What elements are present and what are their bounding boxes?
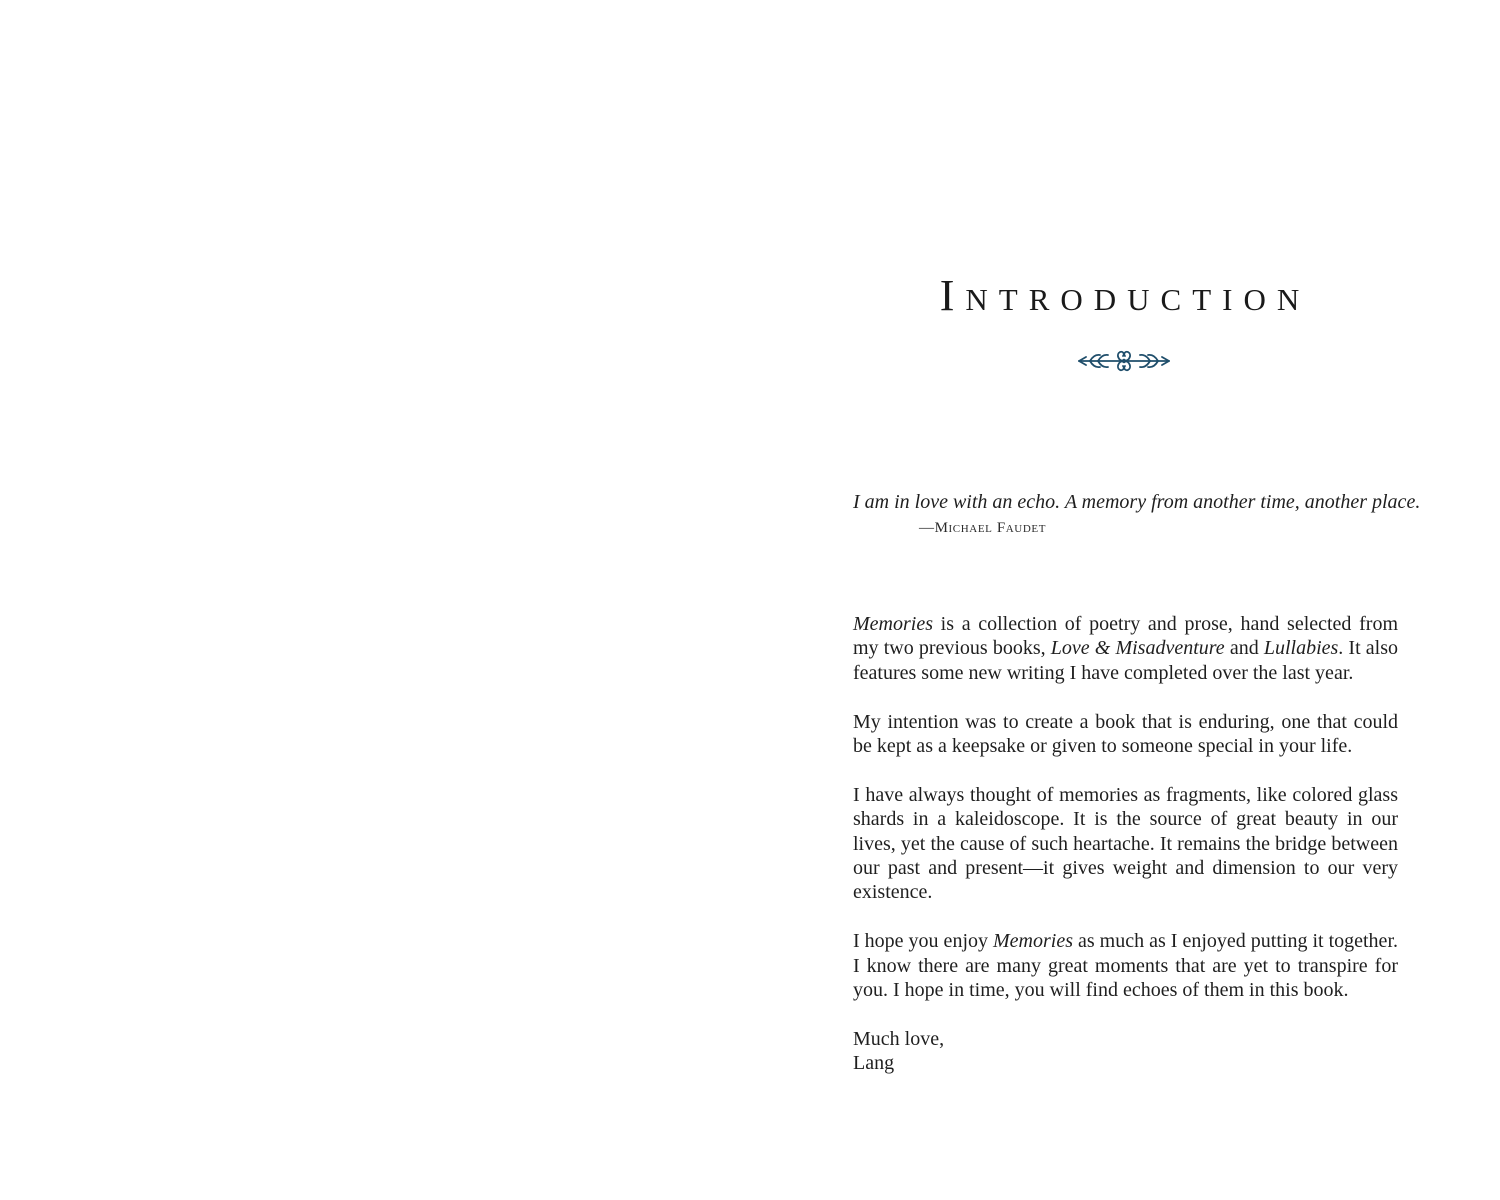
introduction-body xyxy=(853,612,1398,1100)
page-title: Introduction xyxy=(939,271,1311,320)
paragraph-4: I hope you enjoy Memories as much as I enjoyed putting it together. I know there are many great moments that are yet to transpire for you. I hope in time, you will find echoes of them in this book. xyxy=(853,930,1398,1002)
book-title-memories: Memories xyxy=(853,613,933,635)
epigraph xyxy=(853,488,1421,538)
right-page xyxy=(750,0,1500,1200)
signoff-name: Lang xyxy=(853,1052,895,1075)
book-title-love-misadventure: Love & Misadventure xyxy=(1050,637,1225,660)
fleuron-divider-icon xyxy=(1076,346,1172,376)
book-title-lullabies: Lullabies xyxy=(1263,637,1339,660)
paragraph-2: My intention was to create a book that is enduring, one that could be kept as a keepsake or given to someone special in your life. xyxy=(853,710,1398,758)
book-title-memories-2: Memories xyxy=(993,930,1073,953)
signoff-closing: Much love, xyxy=(853,1027,945,1050)
paragraph-1: Memories is a collection of poetry and prose, hand selected from my two previous books, Love & Misadventure and Lullabies. It also features some new writing I have completed over the last year. xyxy=(853,613,1398,684)
epigraph-quote: I am in love with an echo. A memory from another time, another place. xyxy=(853,491,1421,513)
epigraph-author: —Michael Faudet xyxy=(919,520,1047,536)
paragraph-3: I have always thought of memories as fragments, like colored glass shards in a kaleidoscope. It is the source of great beauty in our lives, yet the cause of such heartache. It remains the bridge between our past and present—it gives weight and dimension to our very existence. xyxy=(853,783,1398,904)
signoff xyxy=(853,1027,1398,1076)
